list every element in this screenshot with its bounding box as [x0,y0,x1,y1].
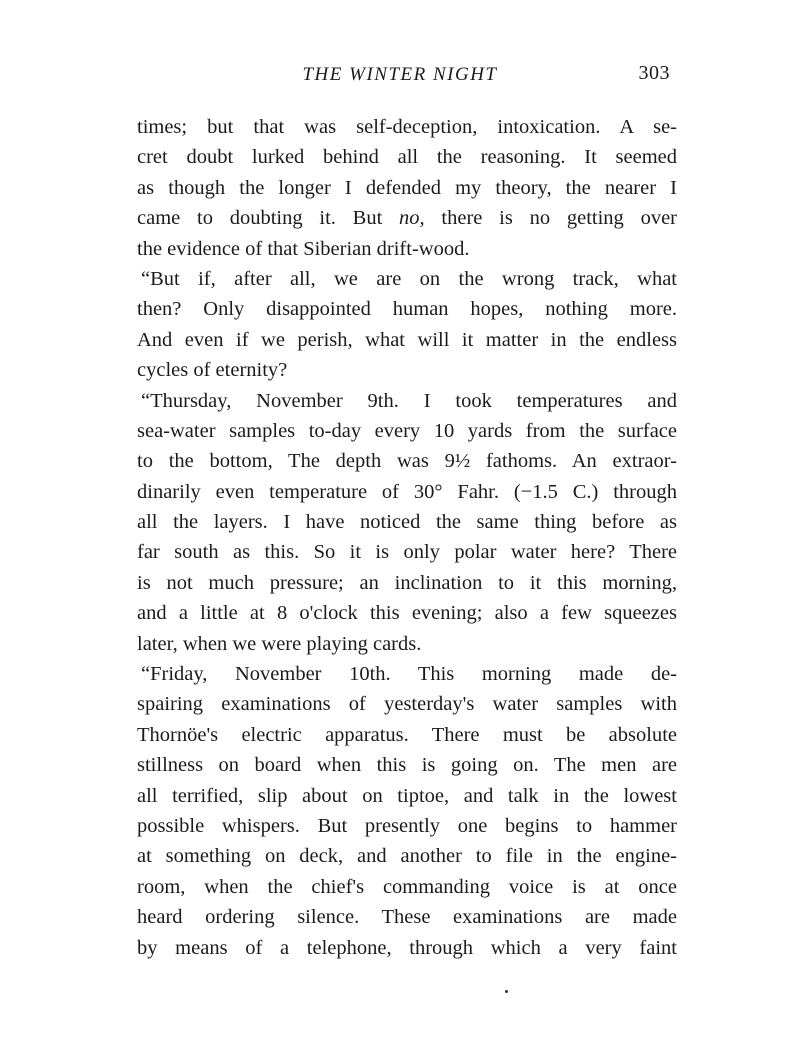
emphasis: no [399,207,420,230]
page-number: 303 [638,62,670,84]
running-head [0,62,800,92]
text-line: later, when we were playing cards. [137,632,422,655]
text-line: spairing examinations of yesterday's water samples with [137,693,677,716]
text-line: at something on deck, and another to file in the engine- [137,845,677,868]
text-line: sea-water samples to-day every 10 yards from the surface [137,419,677,442]
running-title: THE WINTER NIGHT [302,64,498,85]
text-line: is not much pressure; an inclination to it this morning, [137,571,677,594]
text-line: possible whispers. But presently one begins to hammer [137,814,677,837]
text-line: then? Only disappointed human hopes, nothing more. [137,298,677,321]
text-line: stillness on board when this is going on. The men are [137,754,677,777]
text-line: Thornöe's electric apparatus. There must be absolute [137,723,677,746]
text-line: and a little at 8 o'clock this evening; also a few squeezes [137,602,677,625]
text-line: room, when the chief's commanding voice is at once [137,875,677,898]
text-line: the evidence of that Siberian drift-wood. [137,237,470,260]
body-text [137,112,677,963]
text-line: heard ordering silence. These examinations are made [137,906,677,929]
text-line: came to doubting it. But no, there is no getting over [137,207,677,230]
text-line: times; but that was self-deception, intoxication. A se- [137,116,677,138]
text-line: to the bottom, The depth was 9½ fathoms. An extraor- [137,450,677,473]
text-line: “But if, after all, we are on the wrong track, what [141,267,677,290]
text-line: cycles of eternity? [137,359,288,382]
text-line: dinarily even temperature of 30° Fahr. (−1.5 C.) through [137,480,677,503]
text-line: “Thursday, November 9th. I took temperatures and [141,389,677,412]
text-line: “Friday, November 10th. This morning made de- [141,663,677,686]
print-speck [505,990,508,993]
text-line: all the layers. I have noticed the same thing before as [137,511,677,534]
text-line: all terrified, slip about on tiptoe, and talk in the lowest [137,784,677,807]
text-line: as though the longer I defended my theory, the nearer I [137,176,677,199]
text-line: by means of a telephone, through which a very faint [137,936,677,959]
text-line: And even if we perish, what will it matter in the endless [137,328,677,351]
text-line: far south as this. So it is only polar water here? There [137,541,677,564]
text-line: cret doubt lurked behind all the reasoning. It seemed [137,146,677,169]
